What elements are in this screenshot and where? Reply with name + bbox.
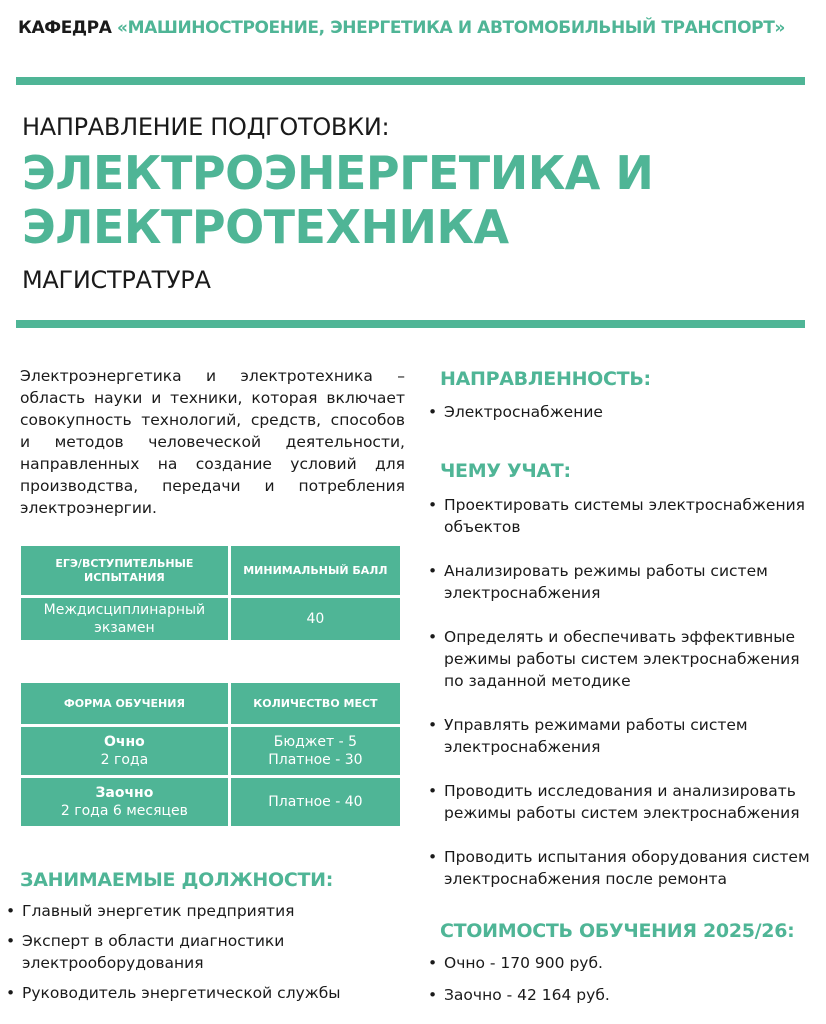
learning-list — [426, 494, 818, 912]
list-item: • Эксперт в области диагностики электрооборудования — [4, 930, 404, 974]
list-item: • Руководитель энергетической службы — [4, 982, 404, 1004]
exams-table-header — [21, 546, 400, 595]
places-paid: Платное - 40 — [268, 794, 363, 810]
study-form-name: Очно — [103, 734, 145, 750]
study-form-duration: 2 года — [100, 752, 149, 768]
cost-heading: СТОИМОСТЬ ОБУЧЕНИЯ 2025/26: — [440, 920, 795, 942]
min-score-col-header: МИНИМАЛЬНЫЙ БАЛЛ — [231, 546, 400, 595]
study-form-table-header — [21, 683, 400, 724]
study-form-cell — [21, 778, 228, 826]
positions-heading: ЗАНИМАЕМЫЕ ДОЛЖНОСТИ: — [20, 869, 334, 891]
list-item: • Главный энергетик предприятия — [4, 900, 404, 922]
places-cell — [231, 778, 400, 826]
program-title-line-2: ЭЛЕКТРОТЕХНИКА — [22, 200, 509, 254]
table-row — [21, 778, 400, 826]
program-title-line-1: ЭЛЕКТРОЭНЕРГЕТИКА И — [22, 146, 654, 200]
study-form-col-header: ФОРМА ОБУЧЕНИЯ — [21, 683, 228, 724]
focus-heading: НАПРАВЛЕННОСТЬ: — [440, 368, 651, 390]
program-title — [22, 146, 653, 254]
department-title — [18, 18, 785, 38]
study-form-cell — [21, 727, 228, 775]
positions-list — [4, 900, 404, 1012]
list-item: • Заочно - 42 164 руб. — [426, 984, 816, 1006]
list-item: • Анализировать режимы работы систем электроснабжения — [426, 560, 818, 604]
list-item: • Проводить исследования и анализировать режимы работы систем электроснабжения — [426, 780, 818, 824]
direction-label: НАПРАВЛЕНИЕ ПОДГОТОВКИ: — [22, 113, 390, 141]
list-item: • Определять и обеспечивать эффективные режимы работы систем электроснабжения по заданной методике — [426, 626, 818, 692]
cost-list — [426, 952, 816, 1016]
table-row — [21, 727, 400, 775]
focus-list — [426, 401, 816, 423]
places-budget: Бюджет - 5 — [273, 734, 358, 750]
exams-table — [18, 543, 403, 643]
table-row — [21, 598, 400, 640]
list-item: • Очно - 170 900 руб. — [426, 952, 816, 974]
program-description: Электроэнергетика и электротехника – область науки и техники, которая включает совокупность технологий, средств, способов и методов человеческой деятельности, направленных на создание условий для производства, передачи и потребления электроэнергии. — [20, 367, 405, 517]
places-paid: Платное - 30 — [268, 752, 363, 768]
department-name: «МАШИНОСТРОЕНИЕ, ЭНЕРГЕТИКА И АВТОМОБИЛЬНЫЙ ТРАНСПОРТ» — [117, 18, 785, 38]
list-item: • Проводить испытания оборудования систем электроснабжения после ремонта — [426, 846, 818, 890]
study-form-duration: 2 года 6 месяцев — [60, 803, 188, 819]
degree-level: МАГИСТРАТУРА — [22, 266, 211, 294]
exams-col-header: ЕГЭ/ВСТУПИТЕЛЬНЫЕ ИСПЫТАНИЯ — [21, 546, 228, 595]
middle-divider — [16, 320, 805, 328]
learning-heading: ЧЕМУ УЧАТ: — [440, 460, 571, 482]
places-col-header: КОЛИЧЕСТВО МЕСТ — [231, 683, 400, 724]
top-divider — [16, 77, 805, 85]
list-item: • Управлять режимами работы систем электроснабжения — [426, 714, 818, 758]
list-item: • Проектировать системы электроснабжения объектов — [426, 494, 818, 538]
study-form-name: Заочно — [95, 785, 154, 801]
exam-name: Междисциплинарный экзамен — [21, 598, 228, 640]
department-prefix: КАФЕДРА — [18, 18, 112, 38]
exam-min-score: 40 — [231, 598, 400, 640]
list-item: • Электроснабжение — [426, 401, 816, 423]
places-cell — [231, 727, 400, 775]
study-form-table — [18, 680, 403, 829]
